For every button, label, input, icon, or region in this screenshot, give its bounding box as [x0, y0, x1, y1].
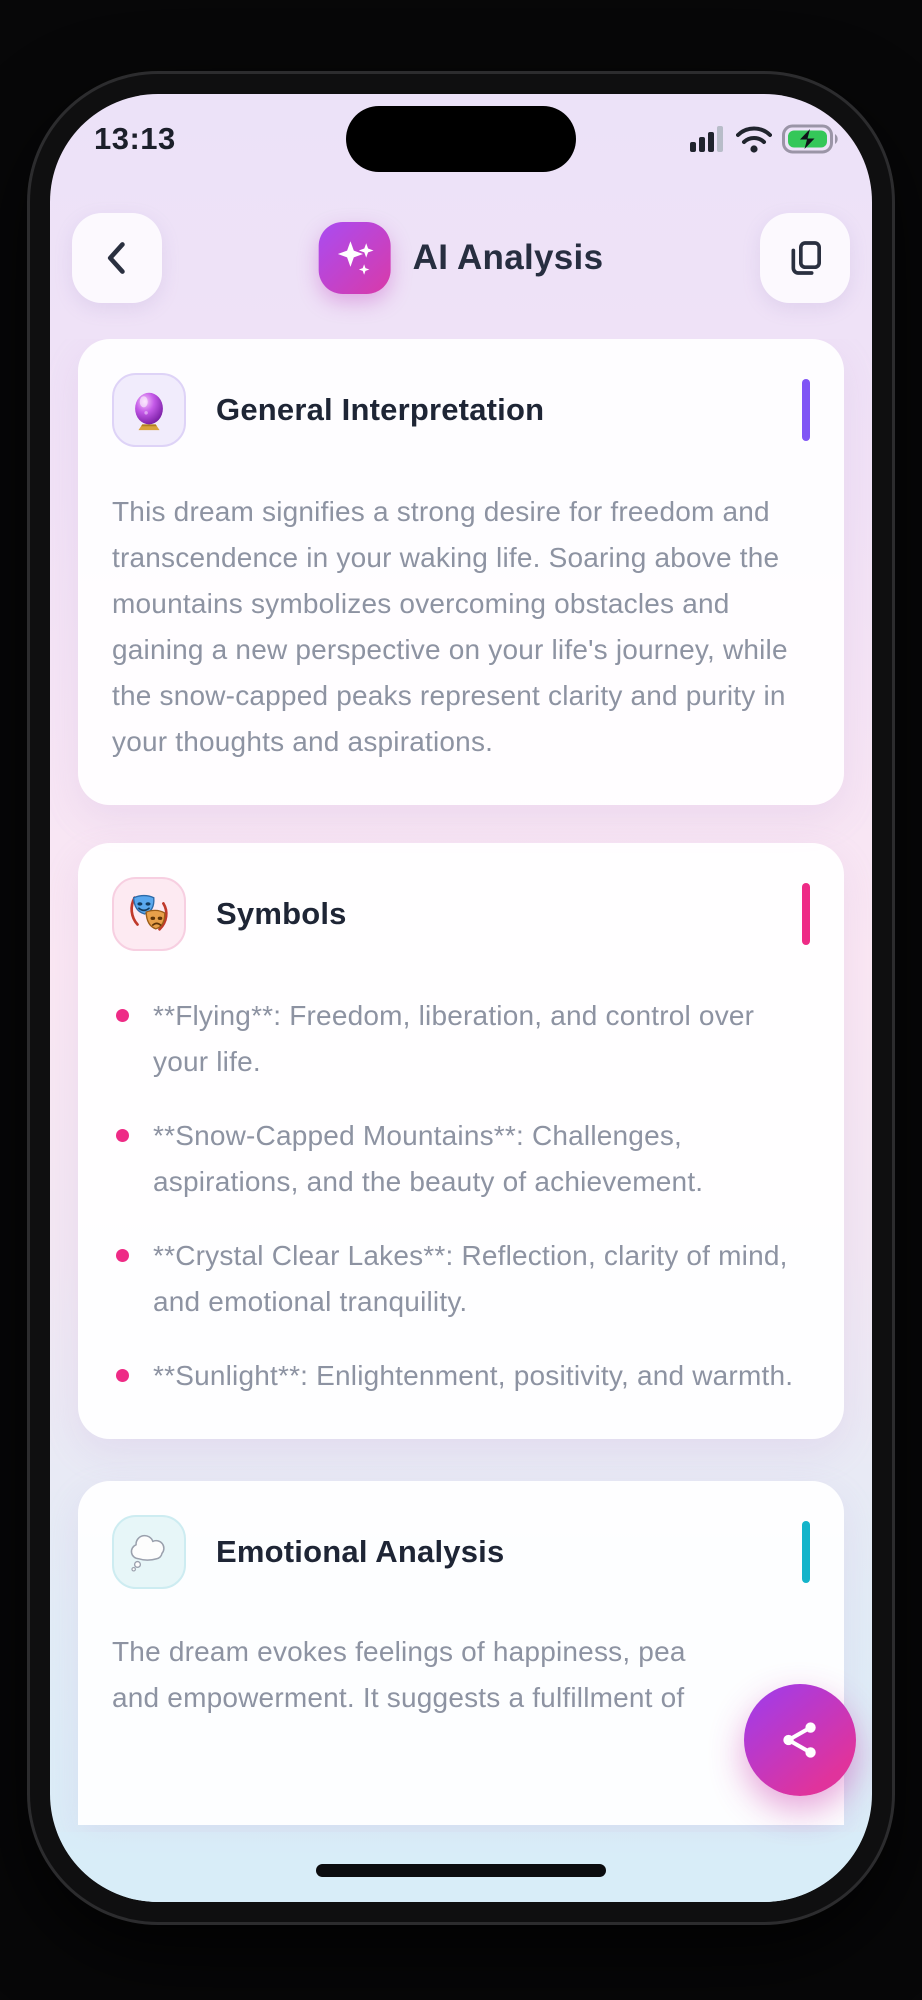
- page-title: AI Analysis: [412, 238, 604, 277]
- accent-bar: [802, 1521, 810, 1583]
- symbols-card: [78, 843, 844, 1439]
- bullet-dot: [116, 1009, 129, 1022]
- status-bar: [50, 104, 872, 174]
- list-item: [112, 1113, 810, 1205]
- app-screen: [50, 94, 872, 1902]
- body-line: and empowerment. It suggests a fulfillment of: [112, 1682, 685, 1713]
- dynamic-island: [346, 106, 576, 172]
- general-interpretation-card: [78, 339, 844, 805]
- cellular-signal-icon: [690, 126, 726, 152]
- symbols-list: [112, 993, 810, 1399]
- card-header: [112, 1515, 810, 1589]
- battery-charging-icon: [782, 124, 842, 154]
- nav-bar: [50, 212, 872, 304]
- card-body-text: [112, 1629, 810, 1721]
- wifi-icon: [736, 126, 772, 153]
- card-title: Symbols: [216, 896, 347, 931]
- accent-bar: [802, 883, 810, 945]
- page-title-group: [319, 222, 604, 294]
- thought-balloon-icon: [112, 1515, 186, 1589]
- bottom-safe-area: [50, 1832, 872, 1902]
- theater-masks-icon: [112, 877, 186, 951]
- list-item: [112, 1233, 810, 1325]
- phone-frame: [30, 74, 892, 1922]
- card-header: [112, 373, 810, 447]
- copy-icon: [785, 238, 825, 278]
- bullet-dot: [116, 1369, 129, 1382]
- card-title: General Interpretation: [216, 392, 545, 427]
- card-header: [112, 877, 810, 951]
- sparkles-icon: [319, 222, 391, 294]
- status-time: 13:13: [94, 121, 176, 156]
- bullet-dot: [116, 1249, 129, 1262]
- share-icon: [777, 1717, 823, 1763]
- share-fab-button[interactable]: [744, 1684, 856, 1796]
- bullet-dot: [116, 1129, 129, 1142]
- body-line: The dream evokes feelings of happiness, pea: [112, 1636, 686, 1667]
- list-item: [112, 1353, 810, 1399]
- status-icons: [690, 124, 842, 154]
- copy-button[interactable]: [760, 213, 850, 303]
- crystal-ball-icon: [112, 373, 186, 447]
- list-item-text: **Flying**: Freedom, liberation, and control over your life.: [153, 1000, 755, 1077]
- chevron-left-icon: [100, 239, 134, 277]
- home-indicator[interactable]: [316, 1864, 606, 1877]
- list-item: [112, 993, 810, 1085]
- content-area: [50, 339, 872, 1902]
- accent-bar: [802, 379, 810, 441]
- list-item-text: **Crystal Clear Lakes**: Reflection, clarity of mind, and emotional tranquility.: [153, 1240, 788, 1317]
- list-item-text: **Sunlight**: Enlightenment, positivity, and warmth.: [153, 1360, 794, 1391]
- card-title: Emotional Analysis: [216, 1534, 505, 1569]
- back-button[interactable]: [72, 213, 162, 303]
- card-body-text: This dream signifies a strong desire for freedom and transcendence in your waking life. Soaring above the mountains symbolizes overcoming obstacles and gaining a new perspective on your life's journey, while the snow-capped peaks represent clarity and purity in your thoughts and aspirations.: [112, 496, 788, 757]
- list-item-text: **Snow-Capped Mountains**: Challenges, aspirations, and the beauty of achievement.: [153, 1120, 704, 1197]
- emotional-analysis-card: [78, 1481, 844, 1825]
